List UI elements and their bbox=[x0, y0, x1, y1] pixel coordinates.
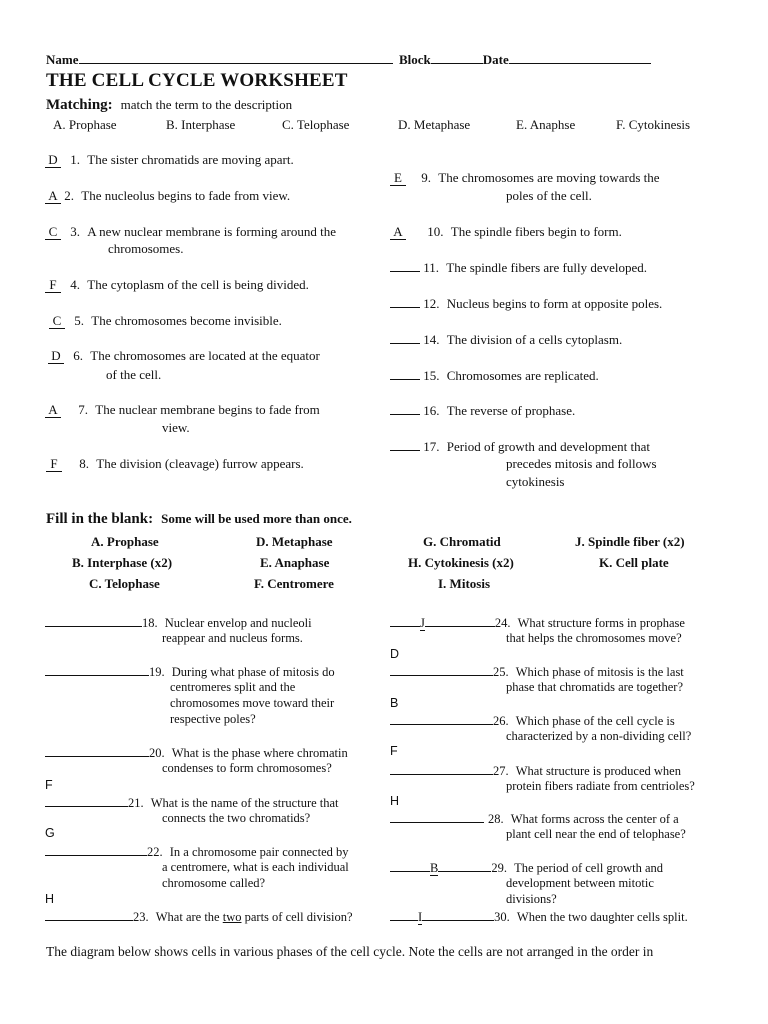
question-number: 6. bbox=[73, 348, 83, 363]
question-text-part: What are the bbox=[155, 910, 223, 924]
fib-answer-blank[interactable] bbox=[390, 859, 430, 872]
question-text: The chromosomes are moving towards the bbox=[438, 170, 660, 185]
term: F. Centromere bbox=[254, 576, 334, 591]
question-text: Which phase of mitosis is the last bbox=[515, 665, 684, 679]
answer-blank[interactable] bbox=[390, 367, 420, 380]
fib-question bbox=[390, 859, 663, 876]
question-text-cont: chromosome called? bbox=[162, 876, 266, 890]
fib-question bbox=[45, 614, 312, 631]
answer-blank[interactable]: F bbox=[46, 457, 62, 472]
question-text: In a chromosome pair connected by bbox=[169, 845, 349, 859]
question-number: 2. bbox=[64, 188, 74, 203]
fill-blank-heading-row bbox=[46, 510, 352, 528]
fib-answer-blank[interactable] bbox=[390, 908, 418, 921]
prefill-note: G bbox=[45, 826, 55, 840]
matching-question bbox=[46, 456, 304, 472]
question-text-cont: respective poles? bbox=[170, 712, 256, 726]
question-text-cont: divisions? bbox=[506, 892, 557, 906]
question-text: A new nuclear membrane is forming around the bbox=[87, 224, 336, 239]
fib-answer-blank[interactable] bbox=[390, 810, 484, 823]
question-number: 4. bbox=[70, 277, 80, 292]
fib-question bbox=[390, 663, 684, 680]
matching-question bbox=[390, 170, 660, 186]
term: G. Chromatid bbox=[423, 534, 501, 549]
fib-answer-blank[interactable] bbox=[45, 614, 142, 627]
question-text-part: parts of cell division? bbox=[241, 910, 353, 924]
answer-blank[interactable] bbox=[390, 259, 420, 272]
answer-blank[interactable]: A bbox=[45, 403, 61, 418]
term: B. Interphase (x2) bbox=[72, 555, 173, 570]
prefill-note: F bbox=[390, 744, 398, 758]
fib-question bbox=[45, 744, 348, 761]
term: K. Cell plate bbox=[599, 555, 669, 570]
matching-question bbox=[390, 402, 575, 419]
answer-blank[interactable]: A bbox=[390, 225, 406, 240]
prefill-note: B bbox=[390, 696, 399, 710]
matching-instruction: match the term to the description bbox=[120, 97, 293, 112]
answer-blank[interactable]: E bbox=[390, 171, 406, 186]
matching-question bbox=[45, 224, 336, 240]
matching-question bbox=[390, 259, 647, 276]
fib-answer-blank[interactable] bbox=[45, 744, 149, 757]
block-field[interactable] bbox=[431, 50, 483, 64]
question-text-cont: reappear and nucleus forms. bbox=[162, 631, 303, 645]
name-label: Name bbox=[46, 52, 79, 67]
matching-question bbox=[45, 402, 320, 418]
question-number: 17. bbox=[423, 439, 440, 454]
question-number: 14. bbox=[423, 332, 440, 347]
question-number: 9. bbox=[421, 170, 431, 185]
question-text: Chromosomes are replicated. bbox=[446, 368, 599, 383]
fib-question bbox=[390, 810, 679, 827]
prefill-note: H bbox=[390, 794, 400, 808]
question-text: What forms across the center of a bbox=[510, 812, 679, 826]
prefill-note: F bbox=[45, 778, 53, 792]
question-text: The nuclear membrane begins to fade from bbox=[95, 402, 320, 417]
fib-answer-blank[interactable] bbox=[45, 908, 133, 921]
matching-question bbox=[390, 331, 622, 348]
answer-blank[interactable]: D bbox=[45, 153, 61, 168]
prefill-note: D bbox=[390, 647, 400, 661]
question-text-cont: connects the two chromatids? bbox=[162, 811, 311, 825]
question-number: 26. bbox=[493, 714, 509, 728]
fill-blank-heading: Fill in the blank: bbox=[46, 511, 154, 527]
question-number: 27. bbox=[493, 764, 509, 778]
fib-question bbox=[45, 843, 349, 860]
question-text-emphasis: two bbox=[222, 910, 242, 924]
question-text: The cytoplasm of the cell is being divided. bbox=[87, 277, 309, 292]
matching-option: B. Interphase bbox=[166, 117, 236, 132]
question-number: 30. bbox=[494, 910, 510, 924]
fib-question bbox=[45, 908, 353, 925]
matching-question bbox=[48, 348, 320, 364]
matching-question bbox=[45, 188, 290, 204]
diagram-intro-text: The diagram below shows cells in various phases of the cell cycle. Note the cells are not arranged in the order in bbox=[46, 944, 654, 959]
fib-answer-blank[interactable] bbox=[390, 712, 493, 725]
fill-blank-instruction: Some will be used more than once. bbox=[161, 511, 352, 526]
question-text-cont: characterized by a non-dividing cell? bbox=[506, 729, 692, 743]
question-number: 1. bbox=[70, 152, 80, 167]
question-text: Nuclear envelop and nucleoli bbox=[164, 616, 312, 630]
question-text: Which phase of the cell cycle is bbox=[515, 714, 675, 728]
fib-answer-blank[interactable] bbox=[438, 859, 491, 872]
term: E. Anaphase bbox=[260, 555, 330, 570]
question-number: 22. bbox=[147, 845, 163, 859]
question-text: What structure forms in prophase bbox=[517, 616, 685, 630]
question-number: 20. bbox=[149, 746, 165, 760]
question-number: 16. bbox=[423, 403, 440, 418]
question-number: 29. bbox=[491, 861, 507, 875]
question-text: What is the name of the structure that bbox=[150, 796, 339, 810]
fib-question bbox=[45, 794, 339, 811]
answer-blank[interactable]: A bbox=[45, 189, 61, 204]
question-text: The period of cell growth and bbox=[514, 861, 664, 875]
question-number: 15. bbox=[423, 368, 440, 383]
question-text: The spindle fibers begin to form. bbox=[450, 224, 622, 239]
question-text-cont: development between mitotic bbox=[506, 876, 654, 890]
matching-option: A. Prophase bbox=[53, 117, 117, 132]
question-text-cont: centromeres split and the bbox=[170, 680, 296, 694]
question-number: 19. bbox=[149, 665, 165, 679]
matching-question bbox=[390, 224, 622, 240]
question-number: 8. bbox=[79, 456, 89, 471]
question-number: 10. bbox=[427, 224, 444, 239]
question-text: Nucleus begins to form at opposite poles. bbox=[446, 296, 663, 311]
prefill-note: H bbox=[45, 892, 55, 906]
question-number: 24. bbox=[494, 616, 511, 630]
term: A. Prophase bbox=[91, 534, 159, 549]
fib-answer: J bbox=[420, 616, 425, 630]
term: H. Cytokinesis (x2) bbox=[408, 555, 514, 570]
question-number: 3. bbox=[70, 224, 80, 239]
page-title: THE CELL CYCLE WORKSHEET bbox=[46, 70, 348, 91]
question-text-cont: of the cell. bbox=[106, 367, 162, 382]
question-number: 11. bbox=[423, 260, 440, 275]
date-label: Date bbox=[482, 52, 509, 67]
fib-question bbox=[45, 663, 335, 680]
question-text-cont: precedes mitosis and follows bbox=[506, 456, 657, 471]
fib-answer: B bbox=[430, 861, 439, 875]
answer-blank[interactable] bbox=[390, 295, 420, 308]
question-text: When the two daughter cells split. bbox=[516, 910, 688, 924]
term: D. Metaphase bbox=[256, 534, 333, 549]
answer-blank[interactable]: C bbox=[49, 314, 65, 329]
term: I. Mitosis bbox=[438, 576, 490, 591]
question-text-cont: condenses to form chromosomes? bbox=[162, 761, 332, 775]
fib-answer-blank[interactable] bbox=[422, 908, 494, 921]
matching-heading: Matching: bbox=[46, 97, 113, 113]
question-text-cont: that helps the chromosomes move? bbox=[506, 631, 682, 645]
term: C. Telophase bbox=[89, 576, 160, 591]
fib-answer-blank[interactable] bbox=[45, 794, 128, 807]
question-text-cont: chromosomes. bbox=[108, 241, 184, 256]
question-number: 5. bbox=[74, 313, 84, 328]
question-number: 18. bbox=[142, 616, 158, 630]
question-text: The spindle fibers are fully developed. bbox=[446, 260, 647, 275]
question-text: What is the phase where chromatin bbox=[171, 746, 348, 760]
question-text: The chromosomes are located at the equator bbox=[90, 348, 320, 363]
fib-answer-blank[interactable] bbox=[425, 614, 495, 627]
question-text: Period of growth and development that bbox=[446, 439, 651, 454]
fib-question bbox=[390, 762, 681, 779]
question-text bbox=[156, 910, 353, 924]
question-number: 23. bbox=[133, 910, 149, 924]
matching-option: C. Telophase bbox=[282, 117, 350, 132]
fib-answer-blank[interactable] bbox=[390, 614, 420, 627]
matching-question bbox=[390, 295, 662, 312]
answer-blank[interactable]: C bbox=[45, 225, 61, 240]
answer-blank[interactable] bbox=[390, 331, 420, 344]
fib-answer: I bbox=[418, 910, 423, 924]
fib-question bbox=[390, 712, 675, 729]
matching-question bbox=[390, 367, 599, 384]
question-text-cont: poles of the cell. bbox=[506, 188, 592, 203]
answer-blank[interactable] bbox=[390, 438, 420, 451]
question-text-cont: cytokinesis bbox=[506, 474, 565, 489]
matching-question bbox=[49, 313, 282, 329]
question-text-cont: protein fibers radiate from centrioles? bbox=[506, 779, 695, 793]
matching-question bbox=[45, 277, 309, 293]
question-text: What structure is produced when bbox=[515, 764, 681, 778]
fib-answer-blank[interactable] bbox=[390, 663, 493, 676]
fib-answer-blank[interactable] bbox=[390, 762, 493, 775]
matching-option: D. Metaphase bbox=[398, 117, 471, 132]
term: J. Spindle fiber (x2) bbox=[575, 534, 685, 549]
answer-blank[interactable] bbox=[390, 402, 420, 415]
question-text-cont: chromosomes move toward their bbox=[170, 696, 335, 710]
matching-option: F. Cytokinesis bbox=[616, 117, 691, 132]
question-text: The division of a cells cytoplasm. bbox=[446, 332, 623, 347]
answer-blank[interactable]: D bbox=[48, 349, 64, 364]
question-text: The chromosomes become invisible. bbox=[91, 313, 282, 328]
fib-question bbox=[390, 908, 688, 925]
question-text: During what phase of mitosis do bbox=[171, 665, 335, 679]
question-text-cont: view. bbox=[162, 420, 190, 435]
question-text: The reverse of prophase. bbox=[446, 403, 576, 418]
question-number: 28. bbox=[488, 812, 504, 826]
fib-answer-blank[interactable] bbox=[45, 663, 149, 676]
question-number: 12. bbox=[423, 296, 440, 311]
fib-answer-blank[interactable] bbox=[45, 843, 147, 856]
fib-question bbox=[390, 614, 685, 631]
name-field[interactable] bbox=[79, 50, 393, 64]
name-line bbox=[46, 50, 651, 68]
question-text: The nucleolus begins to fade from view. bbox=[81, 188, 291, 203]
matching-heading-row bbox=[46, 96, 292, 114]
question-text-cont: phase that chromatids are together? bbox=[506, 680, 684, 694]
matching-question bbox=[390, 438, 650, 455]
question-text: The division (cleavage) furrow appears. bbox=[96, 456, 304, 471]
matching-option: E. Anaphse bbox=[516, 117, 576, 132]
block-label: Block bbox=[399, 52, 431, 67]
date-field[interactable] bbox=[509, 50, 651, 64]
answer-blank[interactable]: F bbox=[45, 278, 61, 293]
question-text-cont: plant cell near the end of telophase? bbox=[506, 827, 686, 841]
question-text: The sister chromatids are moving apart. bbox=[87, 152, 294, 167]
question-text-cont: a centromere, what is each individual bbox=[162, 860, 349, 874]
question-number: 21. bbox=[128, 796, 144, 810]
question-number: 7. bbox=[78, 402, 88, 417]
matching-question bbox=[45, 152, 294, 168]
question-number: 25. bbox=[493, 665, 509, 679]
